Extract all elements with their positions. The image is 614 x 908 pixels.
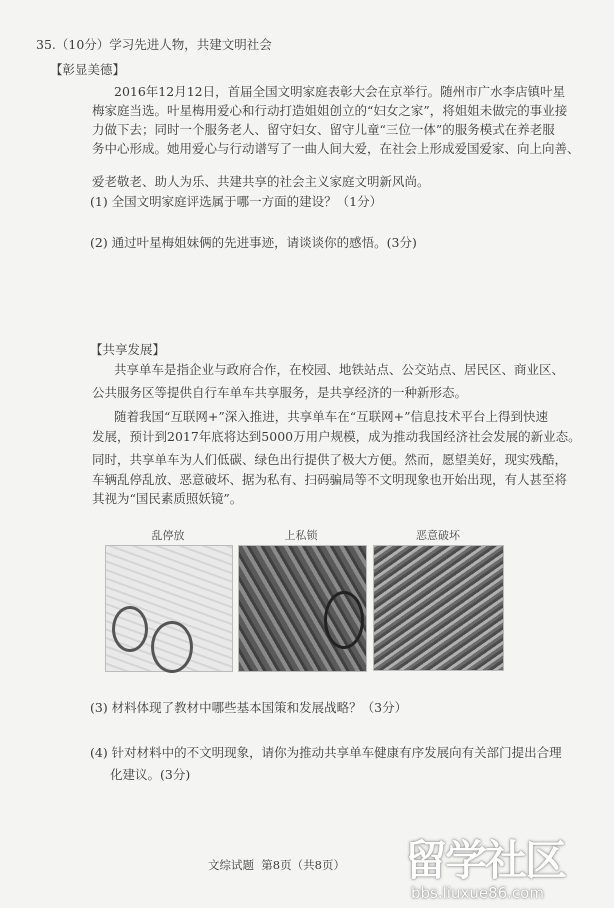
sub-question-4: (4) 针对材料中的不文明现象，请你为推动共享单车健康有序发展向有关部门提出合理 bbox=[90, 745, 562, 760]
text-line: 梅家庭当选。叶星梅用爱心和行动打造姐姐创立的“妇女之家”，将姐姐未做完的事业接 bbox=[92, 103, 568, 118]
text-line: 发展，预计到2017年底将达到5000万用户规模，成为推动我国经济社会发展的新业态。 bbox=[92, 429, 581, 444]
text-line: 共享单车是指企业与政府合作，在校园、地铁站点、公交站点、居民区、商业区、 bbox=[114, 362, 565, 377]
sub-question-4-cont: 化建议。(3分) bbox=[110, 767, 191, 782]
photo-caption: 恶意破坏 bbox=[416, 529, 460, 542]
page-footer: 文综试题 第8页（共8页） bbox=[208, 858, 345, 872]
question-title: 35.（10分）学习先进人物，共建文明社会 bbox=[36, 37, 272, 52]
text-line: 爱老敬老、助人为乐、共建共享的社会主义家庭文明新风尚。 bbox=[92, 174, 430, 189]
watermark-url: bbs.liuxue86.com bbox=[411, 884, 544, 902]
sub-question-1: (1) 全国文明家庭评选属于哪一方面的建设？（1分） bbox=[90, 194, 383, 209]
photo-locked-bike bbox=[238, 545, 367, 672]
photo-caption: 上私锁 bbox=[284, 529, 318, 542]
sub-question-3: (3) 材料体现了教材中哪些基本国策和发展战略？（3分） bbox=[90, 700, 408, 715]
sub-question-2: (2) 通过叶星梅姐妹俩的先进事迹，请谈谈你的感悟。(3分) bbox=[90, 235, 417, 250]
text-line: 务中心形成。她用爱心与行动谱写了一曲人间大爱，在社会上形成爱国爱家、向上向善、 bbox=[92, 141, 580, 156]
text-line: 2016年12月12日，首届全国文明家庭表彰大会在京举行。随州市广水李店镇叶星 bbox=[114, 84, 566, 99]
watermark-text: 留学社区 bbox=[405, 836, 566, 885]
photo-damaged-bike bbox=[373, 545, 504, 671]
watermark-logo bbox=[405, 838, 605, 906]
text-line: 力做下去；同时一个服务老人、留守妇女、留守儿童“三位一体”的服务模式在养老服 bbox=[92, 122, 555, 137]
photo-caption: 乱停放 bbox=[151, 529, 185, 542]
text-line: 公共服务区等提供自行车单车共享服务，是共享经济的一种新形态。 bbox=[92, 385, 468, 400]
section-heading-sharing: 【共享发展】 bbox=[90, 342, 166, 357]
text-line: 随着我国“互联网+”深入推进，共享单车在“互联网+”信息技术平台上得到快速 bbox=[114, 409, 549, 424]
photo-parked-bike bbox=[105, 545, 233, 672]
text-line: 车辆乱停乱放、恶意破坏、据为私有、扫码骗局等不文明现象也开始出现，有人甚至将 bbox=[92, 472, 568, 487]
text-line: 同时，共享单车为人们低碳、绿色出行提供了极大方便。然而，愿望美好，现实残酷， bbox=[92, 452, 568, 467]
text-line: 其视为“国民素质照妖镜”。 bbox=[92, 491, 243, 506]
section-heading-virtue: 【彰显美德】 bbox=[50, 62, 126, 77]
